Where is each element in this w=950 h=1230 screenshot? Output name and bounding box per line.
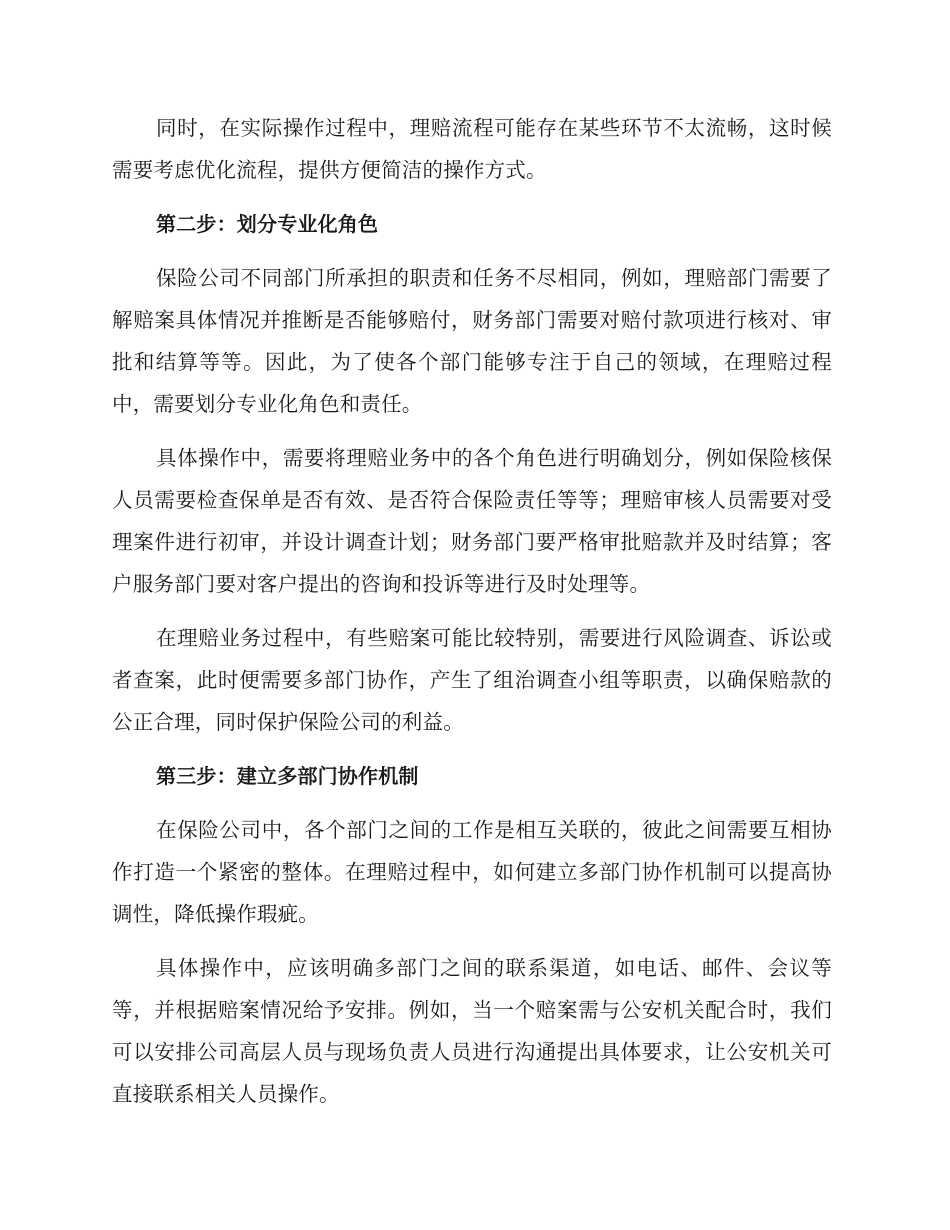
paragraph-communication-channels: 具体操作中，应该明确多部门之间的联系渠道，如电话、邮件、会议等等，并根据赔案情况给予安排。例如，当一个赔案需与公安机关配合时，我们可以安排公司高层人员与现场负责人员进行沟通提出具体要求，让公安机关可直接联系相关人员操作。 [112,956,832,1106]
paragraph-process-optimization: 同时，在实际操作过程中，理赔流程可能存在某些环节不太流畅，这时候需要考虑优化流程，提供方便简洁的操作方式。 [112,116,832,182]
paragraph-special-cases: 在理赔业务过程中，有些赔案可能比较特别，需要进行风险调查、诉讼或者查案，此时便需要多部门协作，产生了组治调查小组等职责，以确保赔款的公正合理，同时保护保险公司的利益。 [112,626,832,734]
paragraph-role-division: 具体操作中，需要将理赔业务中的各个角色进行明确划分，例如保险核保人员需要检查保单是否有效、是否符合保险责任等等；理赔审核人员需要对受理案件进行初审，并设计调查计划；财务部门要严格审批赔款并及时结算；客户服务部门要对客户提出的咨询和投诉等进行及时处理等。 [112,446,832,596]
document-page [112,107,832,1127]
heading-step-three: 第三步：建立多部门协作机制 [156,764,419,788]
heading-step-two: 第二步：划分专业化角色 [156,212,379,236]
paragraph-interdepartment-link: 在保险公司中，各个部门之间的工作是相互关联的，彼此之间需要互相协作打造一个紧密的整体。在理赔过程中，如何建立多部门协作机制可以提高协调性，降低操作瑕疵。 [112,818,832,926]
paragraph-department-duties: 保险公司不同部门所承担的职责和任务不尽相同，例如，理赔部门需要了解赔案具体情况并推断是否能够赔付，财务部门需要对赔付款项进行核对、审批和结算等等。因此，为了使各个部门能够专注于自己的领域，在理赔过程中，需要划分专业化角色和责任。 [112,266,832,416]
